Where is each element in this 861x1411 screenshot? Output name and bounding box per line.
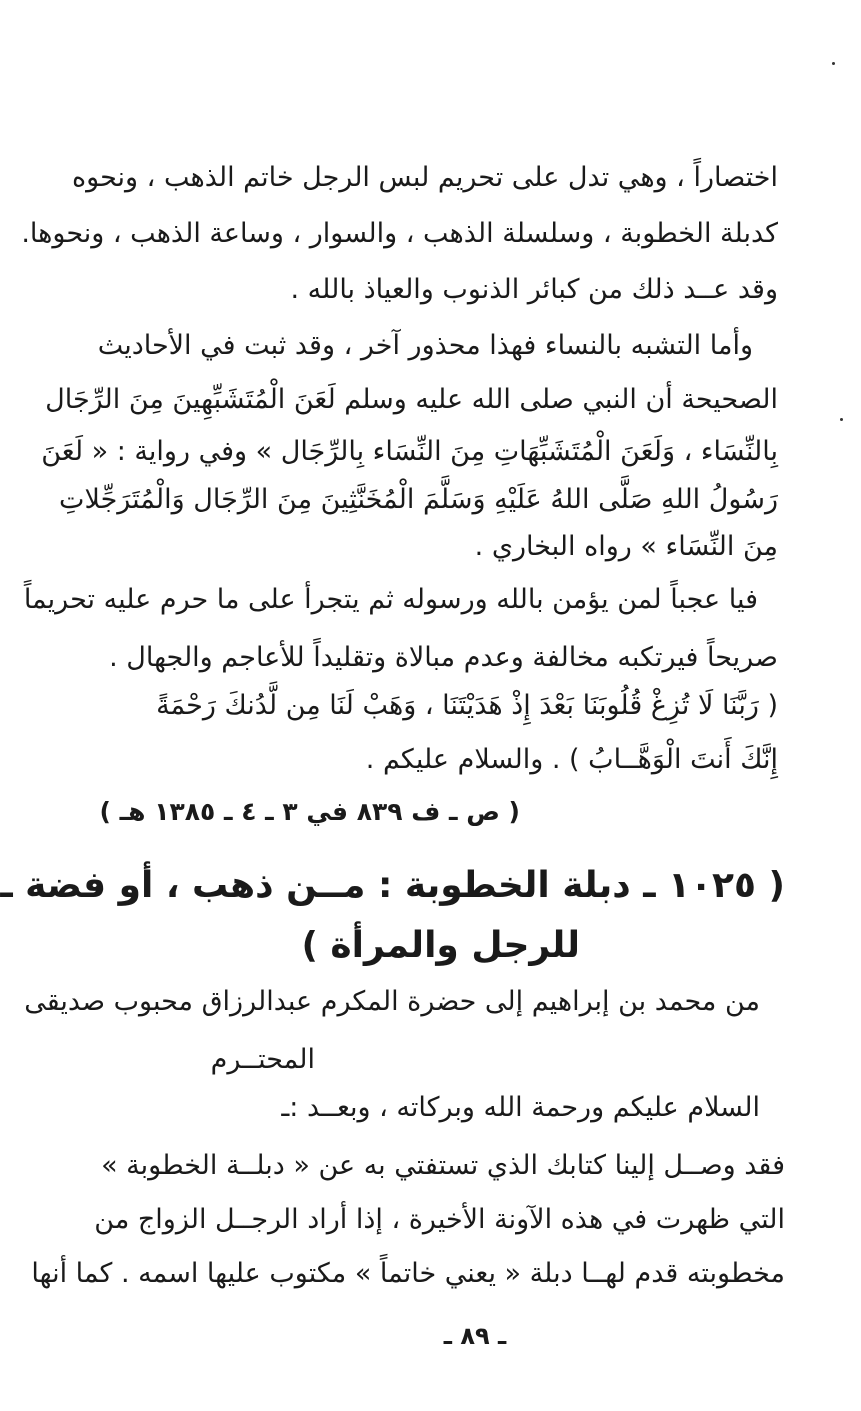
paragraph-2-line-2: الصحيحة أن النبي صلى الله عليه وسلم لَعَنَ الْمُتَشَبِّهِينَ مِنَ الرِّجَال [45,384,778,415]
source-reference: ( ص ـ ف ٨٣٩ في ٣ ـ ٤ ـ ١٣٨٥ هـ ) [99,797,520,826]
letter-body-line-1: فقد وصــل إلينا كتابك الذي تستفتي به عن « دبلــة الخطوبة » [101,1150,785,1181]
paragraph-3-line-1: فيا عجباً لمن يؤمن بالله ورسوله ثم يتجرأ على ما حرم عليه تحريماً [23,584,758,615]
paragraph-3-line-4: إِنَّكَ أَنتَ الْوَهَّــابُ ) . والسلام عليكم . [365,744,778,775]
paragraph-2-line-4: رَسُولُ اللهِ صَلَّى اللهُ عَلَيْهِ وَسَلَّمَ الْمُخَنَّثِينَ مِنَ الرِّجَال وَالْمُتَرَجِّلاتِ [59,484,778,515]
print-speck [840,418,843,421]
letter-from-line: من محمد بن إبراهيم إلى حضرة المكرم عبدالرزاق محبوب صديقى [24,986,760,1017]
page-number: ـ ٨٩ ـ [443,1322,507,1350]
letter-body-line-2: التي ظهرت في هذه الآونة الأخيرة ، إذا أراد الرجــل الزواج من [94,1204,785,1235]
print-speck [832,62,835,65]
paragraph-1-line-1: اختصاراً ، وهي تدل على تحريم لبس الرجل خاتم الذهب ، ونحوه [71,162,778,193]
paragraph-2-line-5: مِنَ النِّسَاء » رواه البخاري . [474,531,778,562]
paragraph-1-line-2: كدبلة الخطوبة ، وسلسلة الذهب ، والسوار ، وساعة الذهب ، ونحوها. [21,218,778,249]
paragraph-1-line-3: وقد عــد ذلك من كبائر الذنوب والعياذ بالله . [290,274,778,305]
paragraph-3-line-3: ( رَبَّنَا لَا تُزِغْ قُلُوبَنَا بَعْدَ إِذْ هَدَيْتَنَا ، وَهَبْ لَنَا مِن لَّدُنكَ رَحْمَةً [156,690,778,721]
letter-greeting: السلام عليكم ورحمة الله وبركاته ، وبعــد :ـ [281,1092,760,1123]
fatwa-heading-line-2: للرجل والمرأة ) [301,925,580,966]
paragraph-2-line-3: بِالنِّسَاء ، وَلَعَنَ الْمُتَشَبِّهَاتِ مِنَ النِّسَاء بِالرِّجَال » وفي رواية : « لَعَنَ [41,436,778,467]
paragraph-3-line-2: صريحاً فيرتكبه مخالفة وعدم مبالاة وتقليداً للأعاجم والجهال . [109,642,778,673]
letter-honorific: المحتــرم [210,1044,315,1075]
letter-body-line-3: مخطوبته قدم لهــا دبلة « يعني خاتماً » مكتوب عليها اسمه . كما أنها [31,1258,785,1289]
paragraph-2-line-1: وأما التشبه بالنساء فهذا محذور آخر ، وقد ثبت في الأحاديث [97,330,753,361]
fatwa-heading-line-1: ( ١٠٢٥ ـ دبلة الخطوبة : مــن ذهب ، أو فضة ـ [0,865,785,906]
